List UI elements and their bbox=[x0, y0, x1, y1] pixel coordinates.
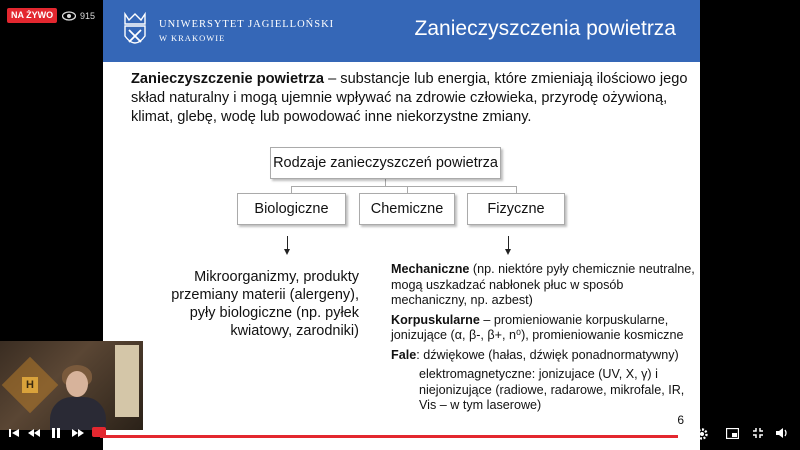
waves-text: : dźwiękowe (hałas, dźwięk ponadnormatywny) bbox=[416, 347, 679, 362]
skip-back-icon[interactable] bbox=[6, 427, 22, 443]
miniplayer-icon[interactable] bbox=[724, 427, 740, 443]
arrow-bio-head bbox=[284, 249, 290, 255]
diagram-physical-box: Fizyczne bbox=[467, 193, 565, 225]
presentation-slide bbox=[103, 0, 700, 450]
arrow-bio-line bbox=[287, 236, 288, 250]
arrow-phys-line bbox=[508, 236, 509, 250]
progress-bar[interactable] bbox=[100, 435, 690, 438]
definition-text: – substancje lub energia, które zmieniają ilościowo jego skład naturalny i mogą ujemnie wpływać na zdrowie człowieka, przyrodę ożywioną, klimat, glebę, wodę lub powodować inne niekorzystne zmiany. bbox=[131, 71, 688, 125]
eye-icon bbox=[62, 11, 76, 21]
corpuscular-text: – promieniowanie korpuskularne, jonizujące (α, β-, β+, n⁰), promieniowanie kosmiczne bbox=[391, 312, 684, 342]
background-banner bbox=[115, 345, 139, 417]
slide-page-number: 6 bbox=[677, 413, 684, 427]
background-hydrogen-tile: H bbox=[22, 377, 38, 393]
mechanical-text: (np. niektóre pyły chemicznie neutralne, mogą uszkadzać nabłonek płuc w sposób mechaniczny, np. azbest) bbox=[391, 262, 695, 307]
slide-header bbox=[103, 0, 700, 62]
corpuscular-item bbox=[391, 313, 700, 344]
mechanical-item bbox=[391, 262, 700, 309]
diagram-root-box: Rodzaje zanieczyszczeń powietrza bbox=[270, 147, 501, 179]
diagram-biological-box: Biologiczne bbox=[237, 193, 346, 225]
electromagnetic-item: elektromagnetyczne: jonizujace (UV, X, γ) i niejonizujące (radiowe, radarowe, mikrofale, IR, Vis – w tym laserowe) bbox=[419, 367, 685, 412]
pause-icon[interactable] bbox=[48, 427, 64, 443]
diagram-connector-stem bbox=[385, 179, 386, 186]
fullscreen-exit-icon[interactable] bbox=[750, 427, 766, 443]
diagram-connector-bio bbox=[291, 186, 292, 193]
waves-term: Fale bbox=[391, 347, 417, 362]
biological-description: Mikroorganizmy, produkty przemiany materii (alergeny), pyły biologiczne (np. pyłek kwiatowy, zarodniki) bbox=[171, 269, 359, 339]
gear-icon[interactable] bbox=[694, 427, 710, 443]
mechanical-term: Mechaniczne bbox=[391, 262, 470, 276]
arrow-phys-head bbox=[505, 249, 511, 255]
slide-title: Zanieczyszczenia powietrza bbox=[414, 17, 676, 40]
definition-paragraph bbox=[131, 70, 691, 127]
corpuscular-term: Korpuskularne bbox=[391, 312, 480, 327]
live-badge: NA ŻYWO bbox=[7, 8, 57, 23]
logo-name-line1: UNIWERSYTET JAGIELLOŃSKI bbox=[159, 19, 335, 30]
diagram-connector-phys bbox=[516, 186, 517, 193]
player-controls bbox=[0, 420, 800, 450]
viewer-count-value: 915 bbox=[80, 10, 96, 21]
diagram-connector-chem bbox=[407, 186, 408, 193]
logo-name-line2: W KRAKOWIE bbox=[159, 33, 226, 43]
university-logo bbox=[121, 10, 341, 52]
progress-fill bbox=[100, 435, 678, 438]
rewind-icon[interactable] bbox=[26, 427, 42, 443]
fast-forward-icon[interactable] bbox=[70, 427, 86, 443]
definition-term: Zanieczyszczenie powietrza bbox=[131, 71, 325, 87]
presenter-webcam bbox=[0, 341, 143, 430]
volume-icon[interactable] bbox=[774, 427, 790, 443]
diagram-connector-horizontal bbox=[291, 186, 517, 187]
waves-item bbox=[391, 348, 700, 364]
viewer-count bbox=[62, 8, 95, 23]
physical-description bbox=[391, 262, 700, 418]
diagram-chemical-box: Chemiczne bbox=[359, 193, 455, 225]
presenter-head bbox=[66, 371, 88, 397]
university-crest-icon bbox=[121, 10, 149, 50]
